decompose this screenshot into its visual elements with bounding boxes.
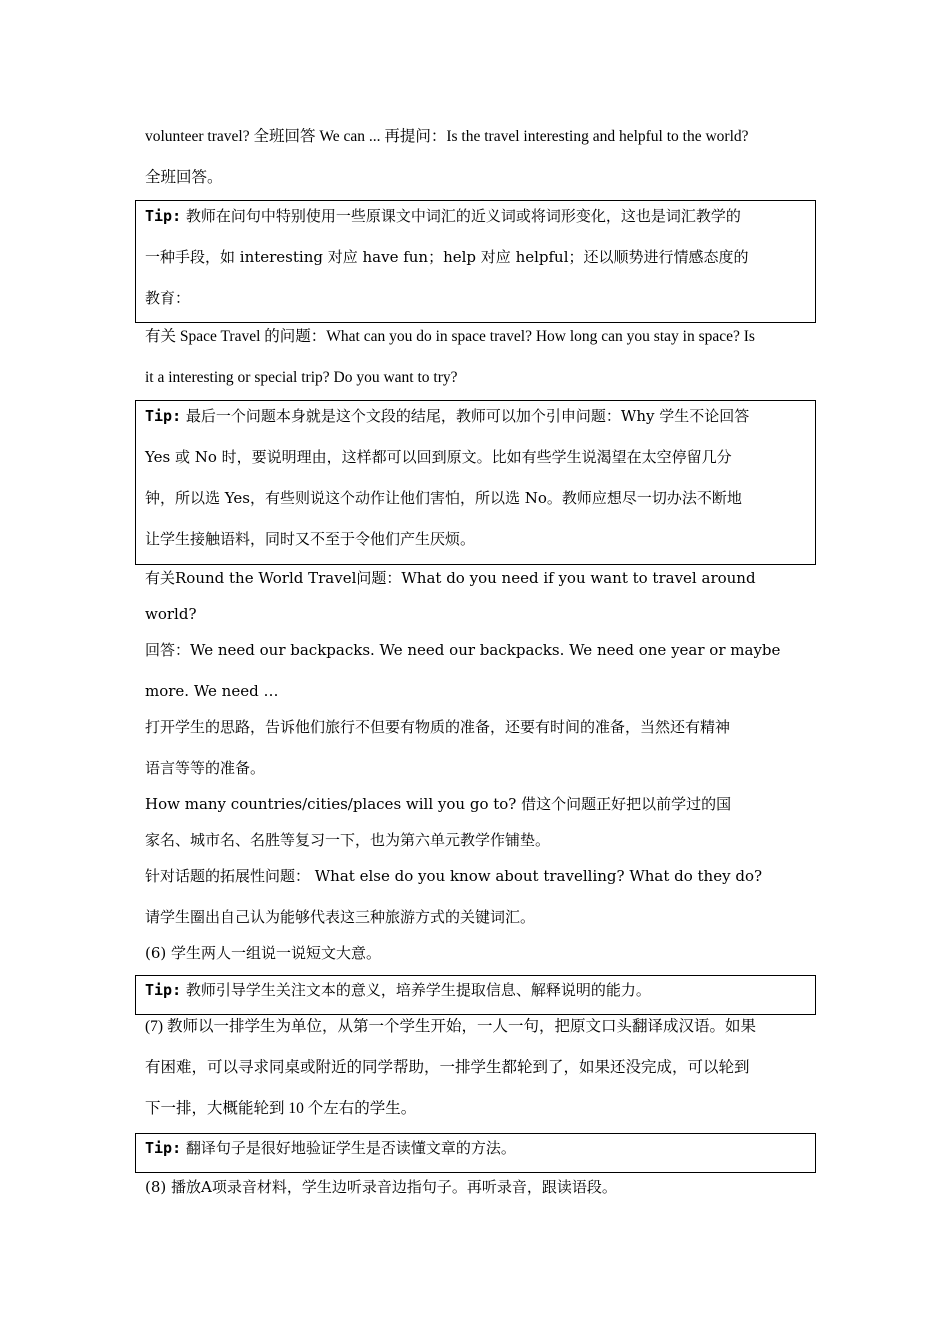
tip-text: 最后一个问题本身就是这个文段的结尾，教师可以加个引申问题：Why 学生不论回答 <box>181 407 750 425</box>
paragraph-line: How many countries/cities/places will you go to? 借这个问题正好把以前学过的国 <box>145 795 732 813</box>
paragraph-line: 全班回答。 <box>145 169 223 186</box>
paragraph-line: 打开学生的思路，告诉他们旅行不但要有物质的准备，还要有时间的准备，当然还有精神 <box>145 718 731 736</box>
paragraph-line: 针对话题的拓展性问题： What else do you know about travelling? What do they do? <box>145 867 763 885</box>
paragraph-line: (8) 播放A项录音材料，学生边听录音边指句子。再听录音，跟读语段。 <box>145 1178 617 1196</box>
paragraph-line: 下一排，大概能轮到 10 个左右的学生。 <box>145 1100 417 1117</box>
paragraph-line: 语言等等的准备。 <box>145 759 266 777</box>
tip-line: 教育： <box>145 289 191 307</box>
tip-text: 教师在问句中特别使用一些原课文中词汇的近义词或将词形变化，这也是词汇教学的 <box>181 207 741 225</box>
tip-label: Tip: <box>145 207 182 225</box>
tip-line <box>145 1138 516 1158</box>
tip-line: 让学生接触语料，同时又不至于令他们产生厌烦。 <box>145 530 476 548</box>
tip-line: 钟，所以选 Yes，有些则说这个动作让他们害怕，所以选 No。教师应想尽一切办法不断地 <box>145 489 742 507</box>
tip-line <box>145 980 651 1000</box>
paragraph-line: 请学生圈出自己认为能够代表这三种旅游方式的关键词汇。 <box>145 908 536 926</box>
tip-text: 翻译句子是很好地验证学生是否读懂文章的方法。 <box>181 1139 516 1157</box>
tip-line <box>145 406 749 426</box>
tip-line: Yes 或 No 时，要说明理由，这样都可以回到原文。比如有些学生说渴望在太空停留几分 <box>145 448 732 466</box>
paragraph-line: more. We need … <box>145 682 279 700</box>
tip-text: 教师引导学生关注文本的意义，培养学生提取信息、解释说明的能力。 <box>181 981 651 999</box>
paragraph-line: (6) 学生两人一组说一说短文大意。 <box>145 944 382 962</box>
tip-line: 一种手段，如 interesting 对应 have fun；help 对应 helpful；还以顺势进行情感态度的 <box>145 248 749 266</box>
paragraph-line: world? <box>145 605 197 623</box>
tip-label: Tip: <box>145 407 182 425</box>
tip-line <box>145 206 741 226</box>
paragraph-line: 有关 Space Travel 的问题：What can you do in space travel? How long can you stay in space? Is <box>145 328 755 345</box>
tip-label: Tip: <box>145 1139 182 1157</box>
paragraph-line: (7) 教师以一排学生为单位，从第一个学生开始，一人一句，把原文口头翻译成汉语。如果 <box>145 1018 756 1035</box>
paragraph-line: 有困难，可以寻求同桌或附近的同学帮助，一排学生都轮到了，如果还没完成，可以轮到 <box>145 1059 750 1076</box>
paragraph-line: it a interesting or special trip? Do you want to try? <box>145 369 458 386</box>
tip-label: Tip: <box>145 981 182 999</box>
paragraph-line: 家名、城市名、名胜等复习一下，也为第六单元教学作铺垫。 <box>145 831 551 849</box>
paragraph-line: 有关Round the World Travel问题：What do you need if you want to travel around <box>145 569 756 587</box>
paragraph-line: volunteer travel? 全班回答 We can ... 再提问：Is the travel interesting and helpful to the world? <box>145 128 749 145</box>
paragraph-line: 回答：We need our backpacks. We need our backpacks. We need one year or maybe <box>145 641 781 659</box>
